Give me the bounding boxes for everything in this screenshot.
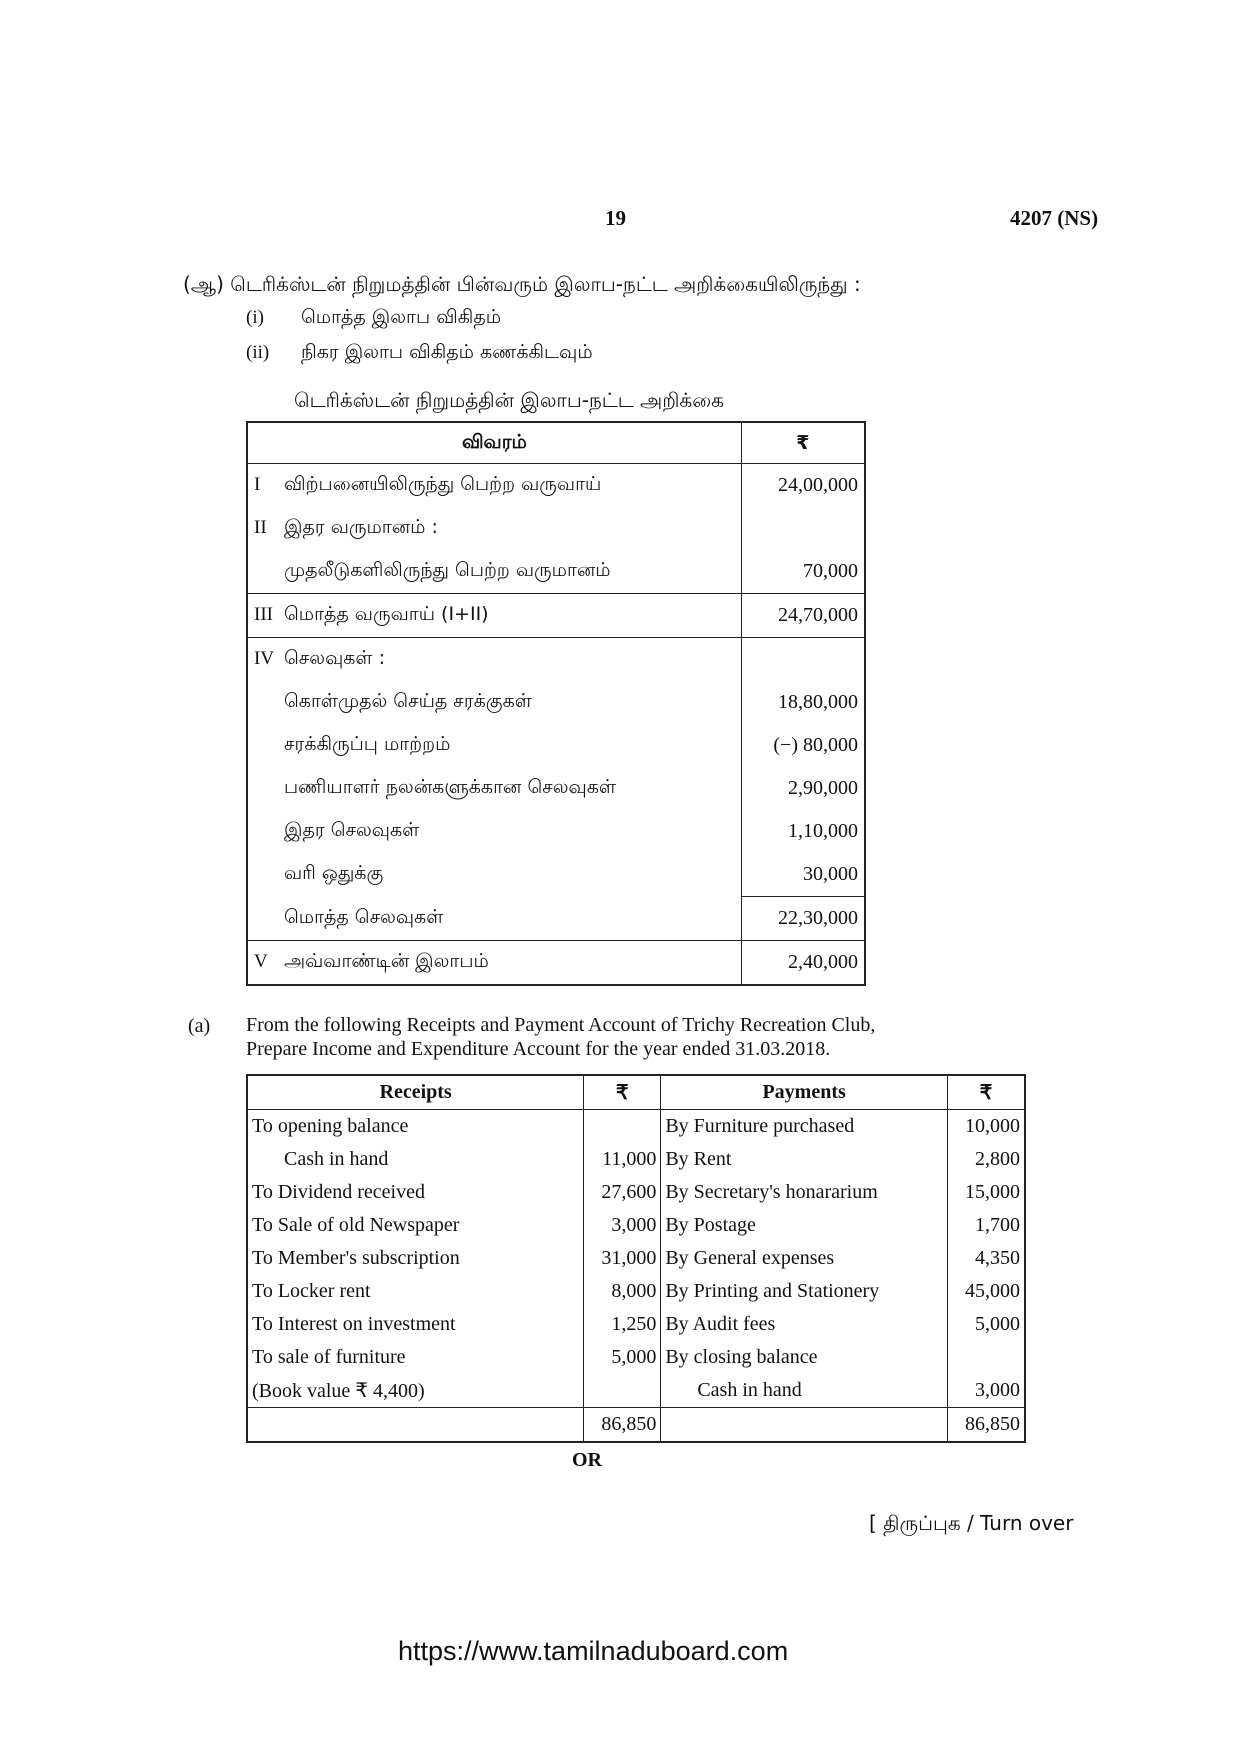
- row-text: வரி ஒதுக்கு: [284, 862, 384, 885]
- row-amount: [741, 638, 865, 682]
- table-row: [247, 767, 865, 810]
- question-a-text: [246, 1013, 1066, 1061]
- row-text: மொத்த வருவாய் (I+II): [284, 603, 489, 625]
- table-row: [247, 550, 865, 594]
- turn-over-note: [ திருப்புக / Turn over: [869, 1511, 1074, 1535]
- header-particulars: விவரம்: [247, 422, 741, 464]
- or-separator: OR: [572, 1449, 602, 1471]
- question-a-label: (a): [188, 1015, 211, 1037]
- row-amount: 1,10,000: [741, 810, 865, 853]
- table-row: Cash in hand 11,000 By Rent 2,800: [247, 1143, 1025, 1176]
- question-b-label: (ஆ): [183, 272, 224, 296]
- table-row: To Locker rent 8,000 By Printing and Stationery 45,000: [247, 1275, 1025, 1308]
- row-text: செலவுகள் :: [284, 647, 386, 669]
- table-row: (Book value ₹ 4,400) Cash in hand 3,000: [247, 1374, 1025, 1408]
- question-b-text: டெரிக்ஸ்டன் நிறுமத்தின் பின்வரும் இலாப-நட்ட அறிக்கையிலிருந்து :: [230, 272, 861, 296]
- row-amount: 18,80,000: [741, 681, 865, 724]
- header-receipt-amount: ₹: [584, 1075, 661, 1110]
- receipts-total: 86,850: [584, 1408, 661, 1443]
- question-a-line-1: From the following Receipts and Payment Account of Trichy Recreation Club,: [246, 1014, 876, 1036]
- header-amount: ₹: [741, 422, 865, 464]
- table-row: To Sale of old Newspaper 3,000 By Postage 1,700: [247, 1209, 1025, 1242]
- table-row: To opening balance By Furniture purchased 10,000: [247, 1110, 1025, 1144]
- pl-statement-table: [246, 421, 866, 986]
- header-payment-amount: ₹: [947, 1075, 1025, 1110]
- table-header-row: [247, 1075, 1025, 1110]
- page-number: 19: [605, 206, 626, 230]
- part-text: நிகர இலாப விகிதம் கணக்கிடவும்: [301, 341, 593, 363]
- question-b-part-ii: [246, 341, 593, 366]
- table-row: To Dividend received 27,600 By Secretary's honararium 15,000: [247, 1176, 1025, 1209]
- table-row: V அவ்வாண்டின் இலாபம் 2,40,000: [247, 941, 865, 986]
- payments-total: 86,850: [947, 1408, 1025, 1443]
- row-amount: 30,000: [741, 853, 865, 897]
- question-a-line-2: Prepare Income and Expenditure Account for the year ended 31.03.2018.: [246, 1038, 831, 1060]
- table-row: [247, 853, 865, 897]
- table-row: II இதர வருமானம் :: [247, 507, 865, 550]
- row-text: அவ்வாண்டின் இலாபம்: [284, 950, 489, 972]
- row-amount: 2,40,000: [741, 941, 865, 986]
- part-number: (i): [246, 307, 264, 328]
- table-row: To sale of furniture 5,000 By closing balance: [247, 1341, 1025, 1374]
- table-row: [247, 810, 865, 853]
- row-amount: 24,70,000: [741, 594, 865, 638]
- pl-statement-title: டெரிக்ஸ்டன் நிறுமத்தின் இலாப-நட்ட அறிக்கை: [294, 388, 724, 412]
- website-url: https://www.tamilnaduboard.com: [398, 1636, 789, 1666]
- header-payments: Payments: [661, 1075, 948, 1110]
- row-text: இதர வருமானம் :: [284, 516, 438, 538]
- part-number: (ii): [246, 342, 270, 363]
- table-row: III மொத்த வருவாய் (I+II) 24,70,000: [247, 594, 865, 638]
- table-row: To Interest on investment 1,250 By Audit fees 5,000: [247, 1308, 1025, 1341]
- paper-code: 4207 (NS): [1010, 206, 1099, 230]
- row-text: முதலீடுகளிலிருந்து பெற்ற வருமானம்: [284, 559, 611, 581]
- row-text: பணியாளர் நலன்களுக்கான செலவுகள்: [284, 776, 617, 798]
- row-text: கொள்முதல் செய்த சரக்குகள்: [284, 690, 532, 712]
- receipts-payments-table: [246, 1074, 1026, 1443]
- row-amount: [741, 507, 865, 550]
- table-header-row: [247, 422, 865, 464]
- table-row: I விற்பனையிலிருந்து பெற்ற வருவாய் 24,00,000: [247, 464, 865, 508]
- table-total-row: [247, 1408, 1025, 1443]
- part-text: மொத்த இலாப விகிதம்: [301, 306, 502, 328]
- table-row: To Member's subscription 31,000 By General expenses 4,350: [247, 1242, 1025, 1275]
- table-row: [247, 724, 865, 767]
- row-amount: 2,90,000: [741, 767, 865, 810]
- question-b-intro: [183, 272, 861, 299]
- row-amount: 70,000: [741, 550, 865, 594]
- header-receipts: Receipts: [247, 1075, 584, 1110]
- row-amount: 22,30,000: [741, 897, 865, 941]
- table-row: [247, 897, 865, 941]
- question-b-part-i: [246, 306, 501, 331]
- row-text: மொத்த செலவுகள்: [284, 905, 444, 928]
- row-amount: 24,00,000: [741, 464, 865, 508]
- row-amount: (−) 80,000: [741, 724, 865, 767]
- row-text: இதர செலவுகள்: [284, 819, 420, 841]
- row-text: விற்பனையிலிருந்து பெற்ற வருவாய்: [284, 473, 602, 495]
- table-row: IV செலவுகள் :: [247, 638, 865, 682]
- table-row: [247, 681, 865, 724]
- row-text: சரக்கிருப்பு மாற்றம்: [284, 733, 451, 755]
